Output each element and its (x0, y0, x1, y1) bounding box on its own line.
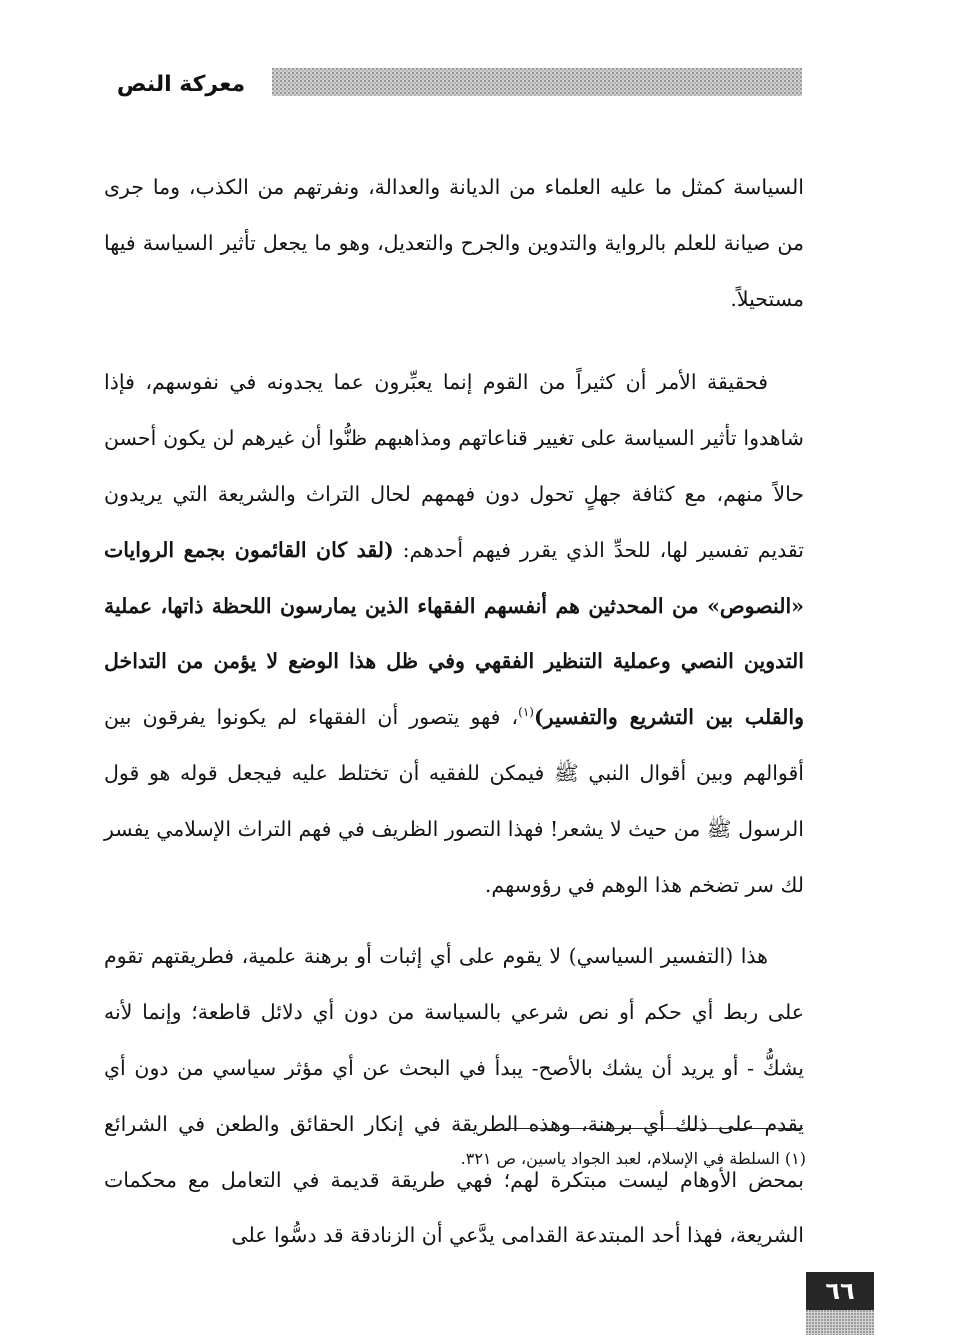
footnote-divider (505, 1128, 803, 1129)
paragraph-2-text-before: فحقيقة الأمر أن كثيراً من القوم إنما يعبِّرون عما يجدونه في نفوسهم، فإذا شاهدوا تأثير السياسة على تغيير قناعاتهم ومذاهبهم ظنُّوا أن غيرهم لن يكون أحسن حالاً منهم، مع كثافة جهلٍ تحول دون فهمهم لحال التراث والشريعة التي يريدون تقديم تفسير لها، للحدِّ الذي يقرر فيهم أحدهم: (104, 370, 804, 562)
page-number-shade (806, 1310, 874, 1335)
page-number: ٦٦ (806, 1272, 874, 1310)
paragraph-1-text: السياسة كمثل ما عليه العلماء من الديانة والعدالة، ونفرتهم من الكذب، وما جرى من صيانة للعلم بالرواية والتدوين والجرح والتعديل، وهو ما يجعل تأثير السياسة فيها مستحيلاً. (104, 175, 804, 311)
paragraph-1 (104, 160, 804, 327)
footnote: (١) السلطة في الإسلام، لعبد الجواد ياسين، ص ٣٢١. (460, 1149, 806, 1168)
body-text (104, 160, 804, 1264)
paragraph-2-text-after: ، فهو يتصور أن الفقهاء لم يكونوا يفرقون بين أقوالهم وبين أقوال النبي ﷺ فيمكن للفقيه أن تختلط عليه فيجعل قوله هو قول الرسول ﷺ من حيث لا يشعر! فهذا التصور الظريف في فهم التراث الإسلامي يفسر لك سر تضخم هذا الوهم في رؤوسهم. (104, 705, 804, 897)
header-decorative-band (272, 68, 802, 96)
quoted-passage: (لقد كان القائمون بجمع الروايات «النصوص» من المحدثين هم أنفسهم الفقهاء الذين يمارسون اللحظة ذاتها، عملية التدوين النصي وعملية التنظير الفقهي وفي ظل هذا الوضع لا يؤمن من التداخل والقلب بين التشريع والتفسير) (104, 537, 805, 730)
paragraph-3-text: هذا (التفسير السياسي) لا يقوم على أي إثبات أو برهنة علمية، فطريقتهم تقوم على ربط أي حكم أو نص شرعي بالسياسة من دون أي دلائل قاطعة؛ وإنما لأنه يشكُّ - أو يريد أن يشك بالأصح- يبدأ في البحث عن أي مؤثر سياسي من دون أي يقدم على ذلك أي برهنة، وهذه الطريقة في إنكار الحقائق والطعن في الشرائع بمحض الأوهام ليست مبتكرة لهم؛ فهي طريقة قديمة في التعامل مع محكمات الشريعة، فهذا أحد المبتدعة القدامى يدَّعي أن الزنادقة قد دسُّوا على (104, 944, 804, 1248)
paragraph-3 (104, 929, 804, 1264)
footnote-reference: (١) (518, 705, 534, 720)
running-title: معركة النص (116, 72, 246, 97)
paragraph-2 (104, 355, 804, 913)
